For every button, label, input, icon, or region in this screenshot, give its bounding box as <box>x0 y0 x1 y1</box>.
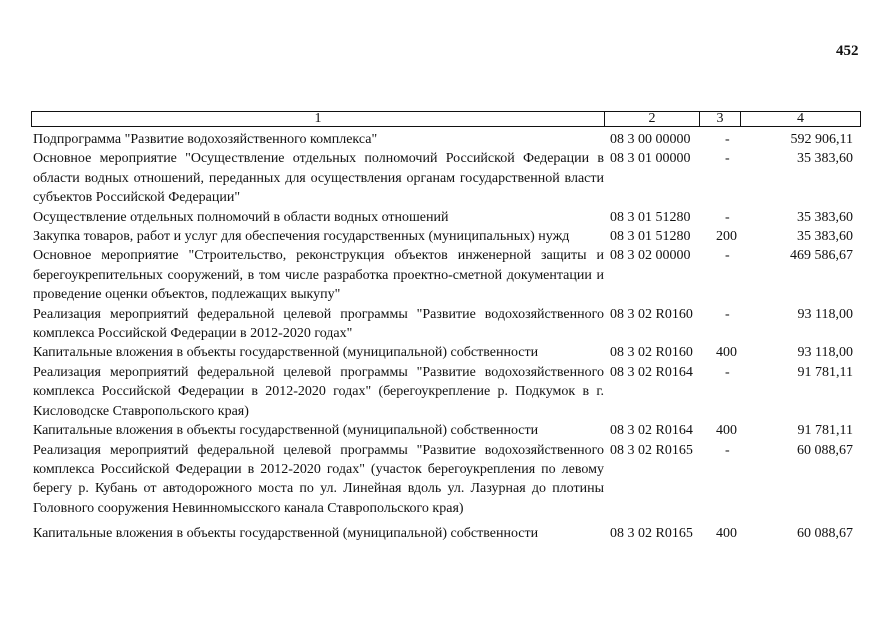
row-code: 08 3 01 51280 <box>610 209 691 225</box>
row-name: Осуществление отдельных полномочий в области водных отношений <box>33 209 449 225</box>
table-row <box>33 363 853 421</box>
header-col-3: 3 <box>700 112 741 126</box>
row-amount: 592 906,11 <box>790 132 853 147</box>
row-type: - <box>725 151 730 167</box>
row-name: Капитальные вложения в объекты государственной (муниципальной) собственности <box>33 345 539 361</box>
row-name: Реализация мероприятий федеральной целевой программы "Развитие водохозяйственного комплекса Российской Федерации в 2012-2020 годах" (участок берегоукрепления по левому берегу р. Кубань от автодорожного моста по ул. Линейная вдоль ул. Лазурная до плотины Головного сооружения Невинномысского канала Ставропольского края) <box>33 442 604 516</box>
table-row <box>33 149 853 207</box>
row-code: 08 3 02 R0160 <box>610 345 693 361</box>
header-col-1: 1 <box>32 112 605 126</box>
row-type: - <box>725 364 730 380</box>
row-code: 08 3 02 R0164 <box>610 364 693 380</box>
row-type: 400 <box>716 345 737 361</box>
row-name: Реализация мероприятий федеральной целевой программы "Развитие водохозяйственного комплекса Российской Федерации в 2012-2020 годах" <box>33 306 604 342</box>
row-amount: 93 118,00 <box>797 345 853 361</box>
row-amount: 35 383,60 <box>797 151 853 167</box>
row-code: 08 3 02 R0165 <box>610 442 693 458</box>
table-row <box>33 208 853 227</box>
header-col-4: 4 <box>797 111 804 126</box>
row-code: 08 3 02 R0164 <box>610 423 693 439</box>
row-code: 08 3 01 51280 <box>610 229 691 245</box>
row-name: Реализация мероприятий федеральной целевой программы "Развитие водохозяйственного комплекса Российской Федерации в 2012-2020 годах" (берегоукрепление р. Подкумок в г. Кисловодске Ставропольского края) <box>33 364 604 419</box>
row-amount: 91 781,11 <box>797 364 853 380</box>
row-amount: 93 118,00 <box>797 306 853 322</box>
table-row <box>33 246 853 304</box>
row-type: 400 <box>716 423 737 439</box>
table-row <box>33 524 853 543</box>
row-type: - <box>725 442 730 458</box>
row-amount: 60 088,67 <box>797 442 853 458</box>
row-type: 200 <box>716 229 737 245</box>
table-row <box>33 441 853 519</box>
table-header <box>31 111 861 127</box>
row-name: Подпрограмма "Развитие водохозяйственного комплекса" <box>33 132 378 147</box>
row-type: - <box>725 132 730 147</box>
row-name: Капитальные вложения в объекты государственной (муниципальной) собственности <box>33 526 539 542</box>
row-code: 08 3 01 00000 <box>610 151 691 167</box>
table-row <box>33 130 853 149</box>
row-code: 08 3 00 00000 <box>610 132 691 147</box>
row-name: Закупка товаров, работ и услуг для обеспечения государственных (муниципальных) нужд <box>33 229 570 245</box>
row-amount: 469 586,67 <box>790 248 853 264</box>
table-row <box>33 305 853 344</box>
row-code: 08 3 02 00000 <box>610 248 691 264</box>
header-col-2: 2 <box>605 112 700 126</box>
row-name: Основное мероприятие "Осуществление отдельных полномочий Российской Федерации в области водных отношений, переданных для осуществления органам государственной власти субъектов Российской Федерации" <box>33 151 604 206</box>
row-amount: 35 383,60 <box>797 229 853 245</box>
row-name: Основное мероприятие "Строительство, реконструкция объектов инженерной защиты и берегоукрепительных сооружений, в том числе разработка проектно-сметной документации и проведение оценки объектов, подлежащих выкупу" <box>33 248 604 303</box>
row-amount: 60 088,67 <box>797 526 853 542</box>
page-number: 452 <box>836 43 859 59</box>
row-type: 400 <box>716 526 737 542</box>
row-type: - <box>725 306 730 322</box>
row-code: 08 3 02 R0165 <box>610 526 693 542</box>
row-type: - <box>725 248 730 264</box>
row-amount: 35 383,60 <box>797 209 853 225</box>
row-code: 08 3 02 R0160 <box>610 306 693 322</box>
row-name: Капитальные вложения в объекты государственной (муниципальной) собственности <box>33 423 539 439</box>
row-amount: 91 781,11 <box>797 423 853 439</box>
table-body <box>33 130 853 544</box>
table-row <box>33 421 853 440</box>
table-row <box>33 343 853 362</box>
row-type: - <box>725 209 730 225</box>
table-row <box>33 227 853 246</box>
